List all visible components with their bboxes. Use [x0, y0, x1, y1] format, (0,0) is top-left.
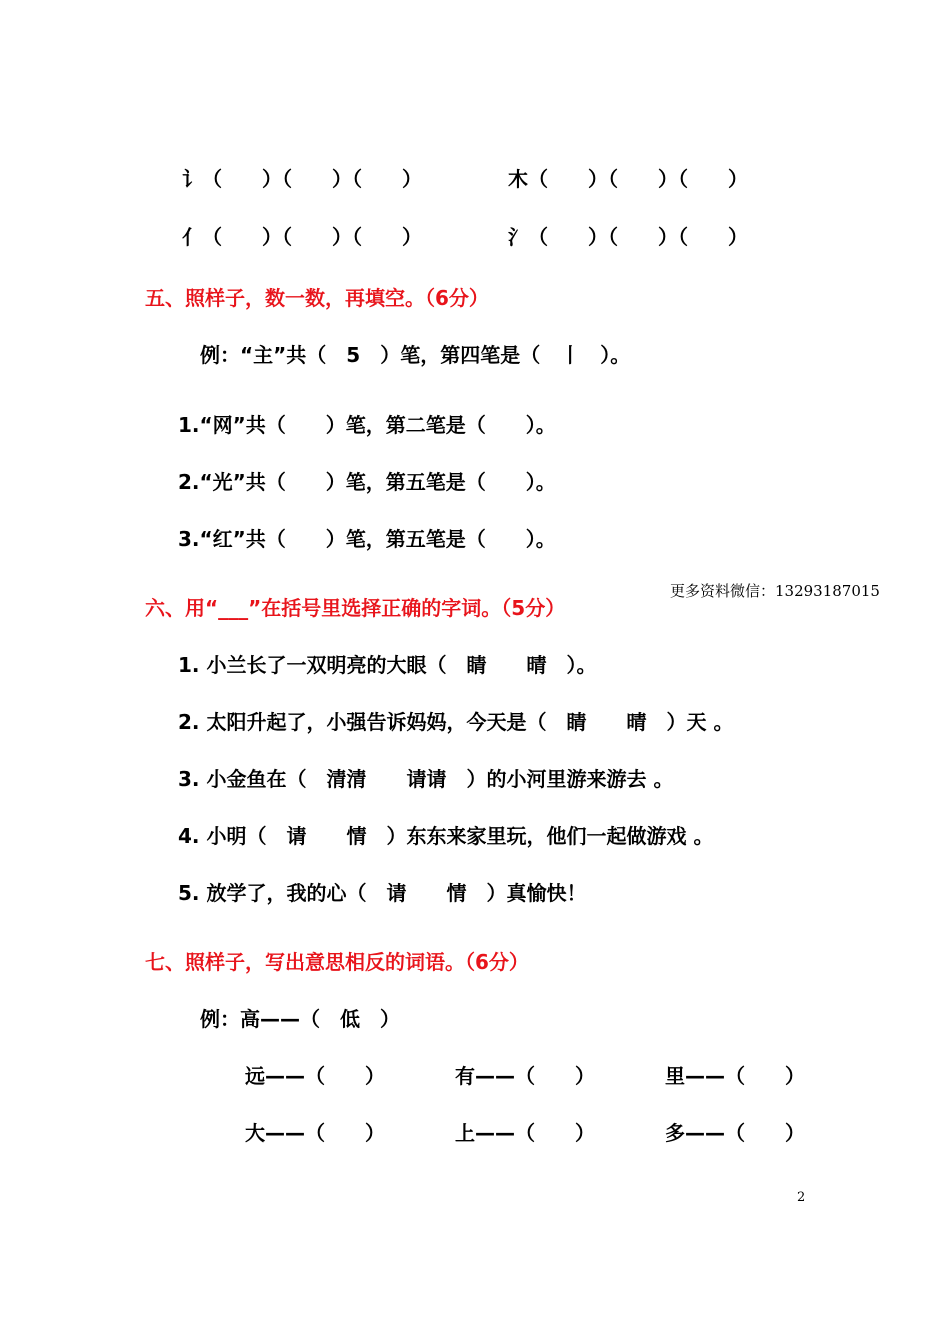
section6-item-5: 5. 放学了，我的心（ 请 情 ）真愉快！ — [178, 881, 587, 905]
section6-heading: 六、用“___”在括号里选择正确的字词。（5分） — [145, 596, 566, 620]
contact-note: 更多资料微信：13293187015 — [670, 582, 880, 600]
radical-row-mu: 木（ ）（ ）（ ） — [508, 167, 748, 191]
antonym-da: 大——（ ） — [245, 1121, 385, 1145]
antonym-li: 里——（ ） — [665, 1064, 805, 1088]
section5-item-1: 1.“网”共（ ）笔，第二笔是（ ）。 — [178, 413, 556, 437]
section6-item-1: 1. 小兰长了一双明亮的大眼（ 睛 晴 ）。 — [178, 653, 597, 677]
section5-item-3: 3.“红”共（ ）笔，第五笔是（ ）。 — [178, 527, 556, 551]
section5-item-2: 2.“光”共（ ）笔，第五笔是（ ）。 — [178, 470, 556, 494]
section6-item-4: 4. 小明（ 请 情 ）东东来家里玩，他们一起做游戏 。 — [178, 824, 714, 848]
antonym-you: 有——（ ） — [455, 1064, 595, 1088]
antonym-yuan: 远——（ ） — [245, 1064, 385, 1088]
antonym-shang: 上——（ ） — [455, 1121, 595, 1145]
page-number: 2 — [797, 1190, 806, 1205]
section5-heading: 五、照样子，数一数，再填空。（6分） — [145, 286, 489, 310]
section7-example: 例：高——（ 低 ） — [200, 1007, 400, 1031]
section5-example: 例：“主”共（ 5 ）笔，第四笔是（ 丨 ）。 — [200, 343, 631, 367]
radical-row-ren: 亻（ ）（ ）（ ） — [182, 225, 422, 249]
section6-item-2: 2. 太阳升起了，小强告诉妈妈，今天是（ 睛 晴 ）天 。 — [178, 710, 734, 734]
section6-item-3: 3. 小金鱼在（ 清清 请请 ）的小河里游来游去 。 — [178, 767, 674, 791]
section7-heading: 七、照样子，写出意思相反的词语。（6分） — [145, 950, 529, 974]
radical-row-yan: 讠（ ）（ ）（ ） — [182, 167, 422, 191]
radical-row-shui: 氵（ ）（ ）（ ） — [508, 225, 748, 249]
antonym-duo: 多——（ ） — [665, 1121, 805, 1145]
